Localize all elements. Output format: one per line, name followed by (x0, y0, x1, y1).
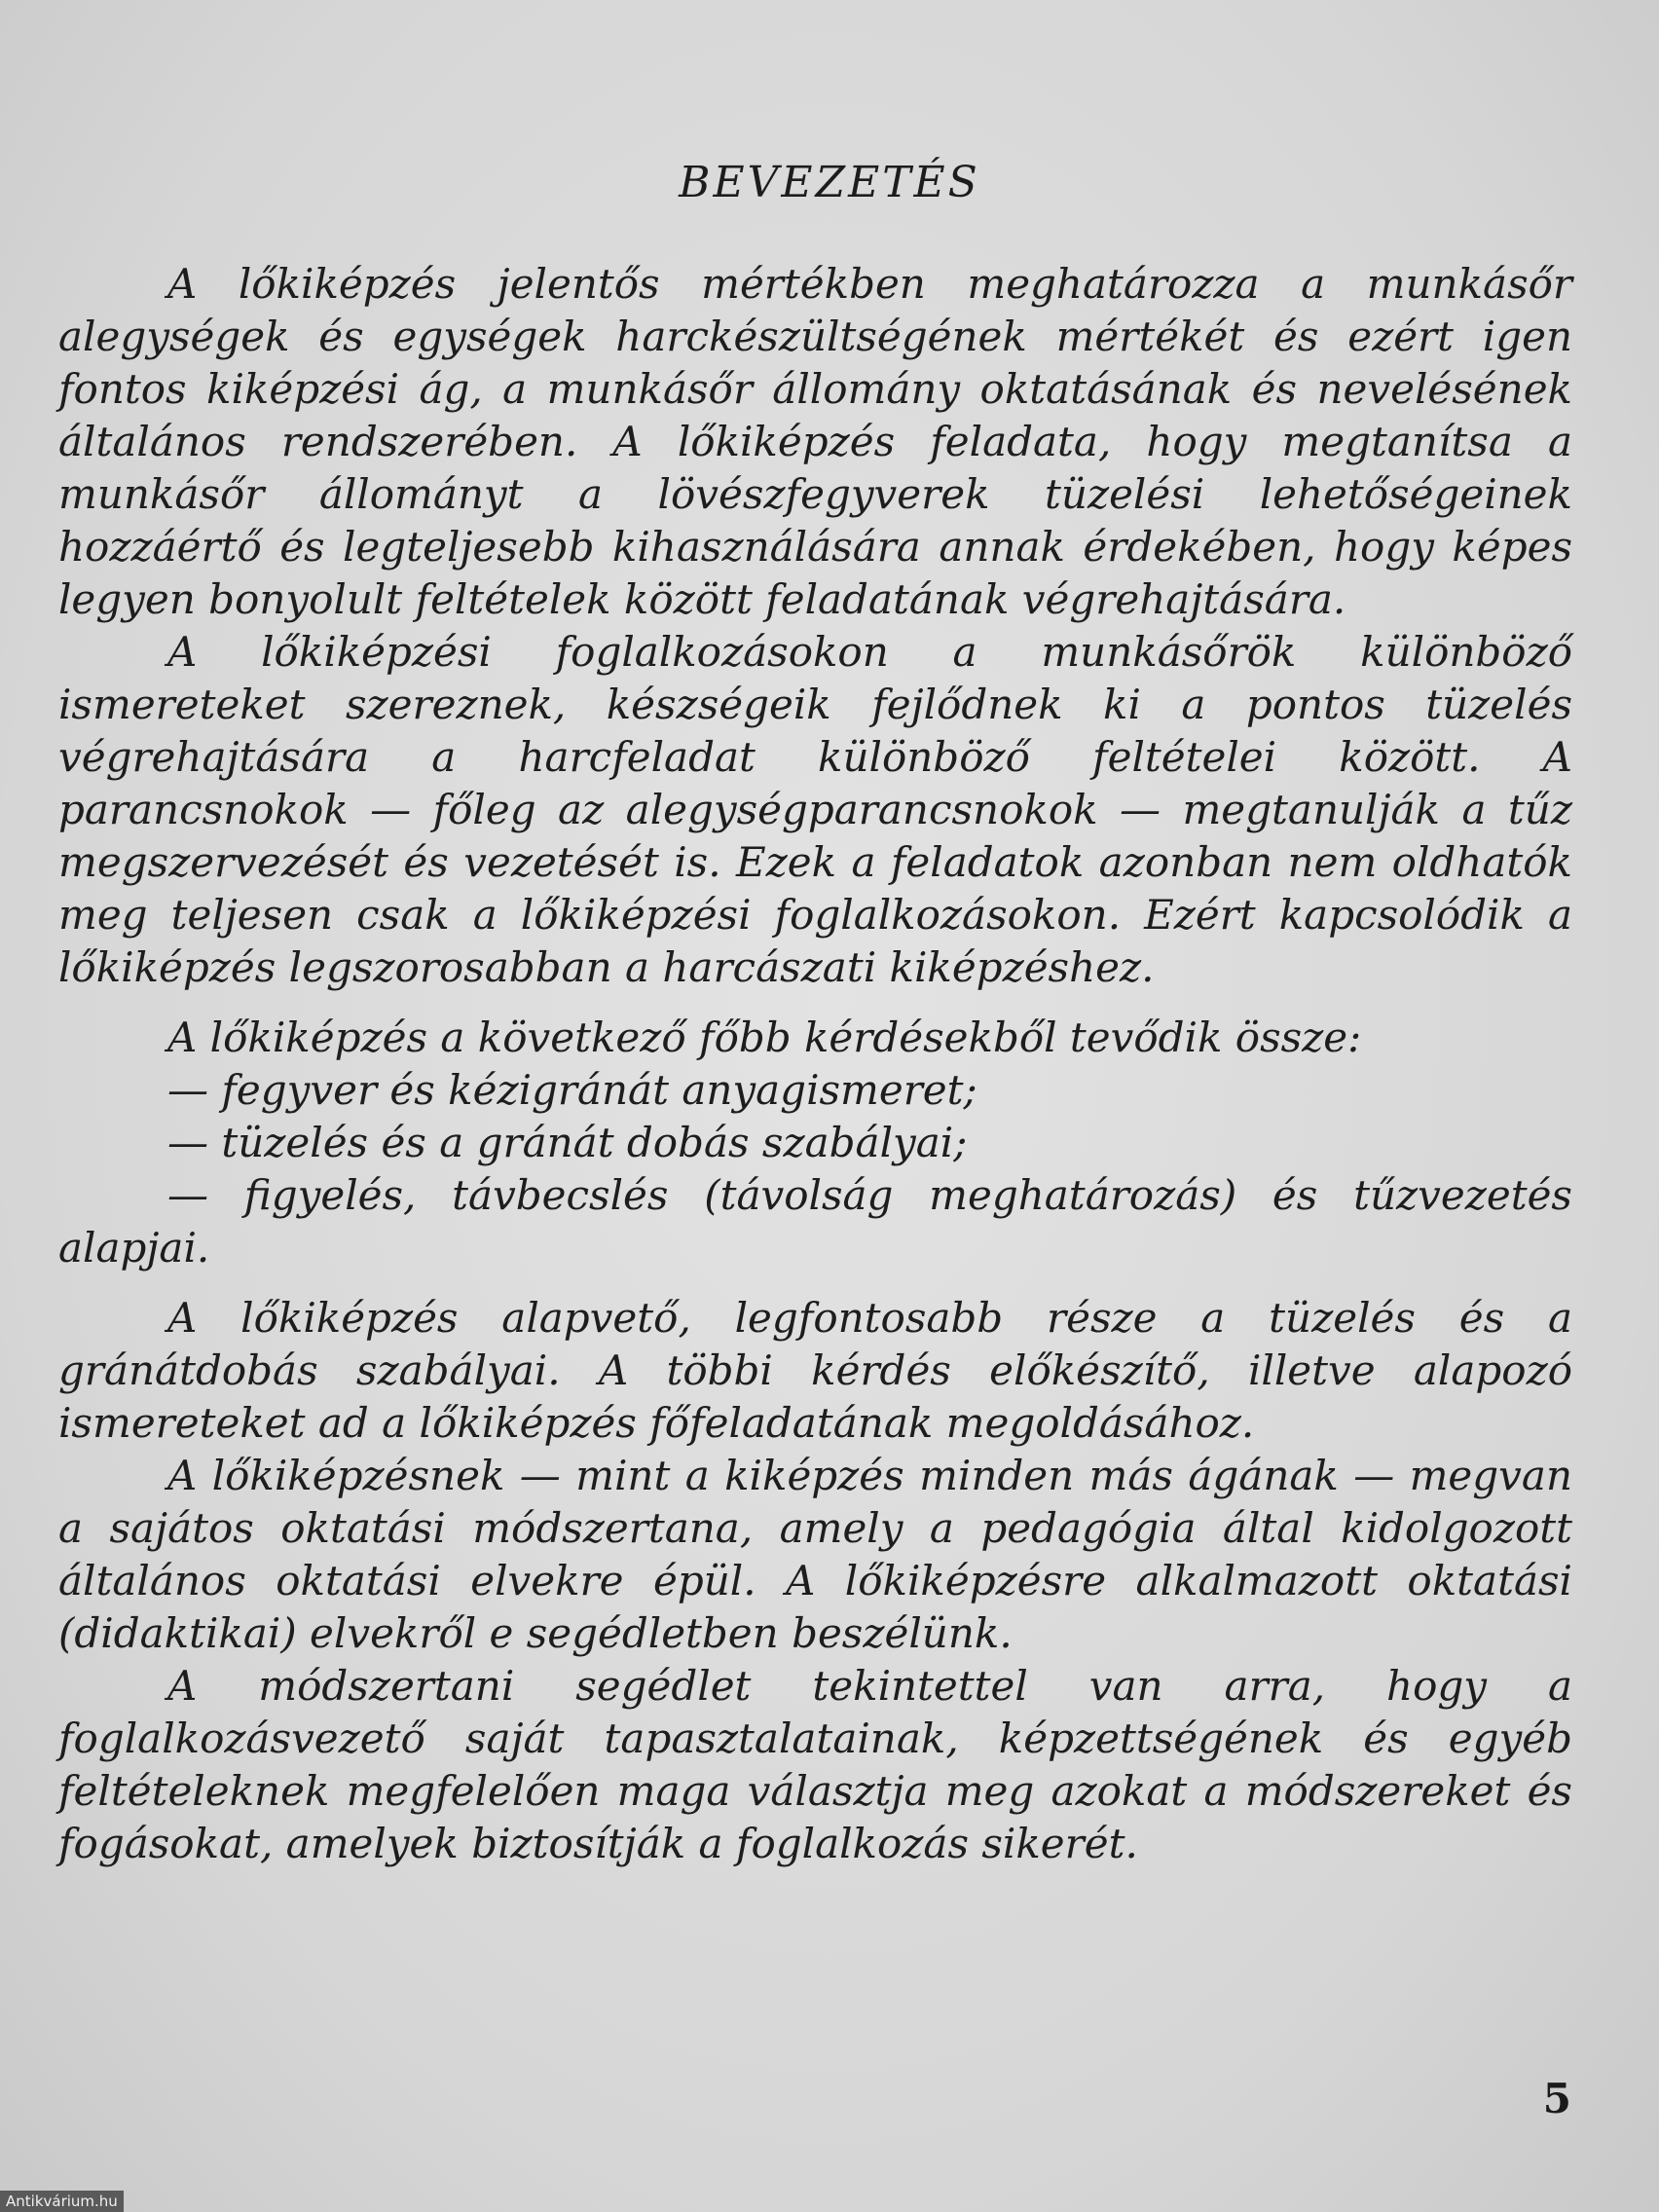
page-title: BEVEZETÉS (679, 158, 980, 207)
page-number: 5 (1542, 2075, 1571, 2122)
paragraph-2: A lőkiképzési foglalkozásokon a munkásőrök különböző ismereteket szereznek, készségeik fejlődnek ki a pontos tüzelés végrehajtására a harcfeladat különböző feltételei között. A parancsnokok — főleg az alegységparancsnokok — megtanulják a tűz megszervezését és vezetését is. Ezek a feladatok azonban nem oldhatók meg teljesen csak a lőkiképzési foglalkozásokon. Ezért kapcsolódik a lőkiképzés legszorosabban a harcászati kiképzéshez. (58, 628, 1572, 991)
paragraph-3: A lőkiképzés a következő főbb kérdésekből tevődik össze: (167, 1014, 1362, 1061)
paragraph-1: A lőkiképzés jelentős mértékben meghatározza a munkásőr alegységek és egységek harckészültségének mértékét és ezért igen fontos kiképzési ág, a munkásőr állomány oktatásának és nevelésének általános rendszerében. A lőkiképzés feladata, hogy megtanítsa a munkásőr állományt a lövészfegyverek tüzelési lehetőségeinek hozzáértő és legteljesebb kihasználására annak érdekében, hogy képes legyen bonyolult feltételek között feladatának végrehajtására. (58, 260, 1572, 623)
body-text (58, 258, 1572, 1870)
paragraph-4: A lőkiképzés alapvető, legfontosabb része a tüzelés és a gránátdobás szabályai. A többi kérdés előkészítő, illetve alapozó ismereteket ad a lőkiképzés főfeladatának megoldásához. (58, 1294, 1572, 1447)
paragraph-5: A lőkiképzésnek — mint a kiképzés minden más ágának — megvan a sajátos oktatási módszertana, amely a pedagógia által kidolgozott általános oktatási elvekre épül. A lőkiképzésre alkalmazott oktatási (didaktikai) elvekről e segédletben beszélünk. (58, 1452, 1572, 1657)
list-item: — figyelés, távbecslés (távolság meghatározás) és tűzvezetés alapjai. (58, 1171, 1572, 1272)
list-item: — tüzelés és a gránát dobás szabályai; (167, 1119, 968, 1166)
paragraph-6: A módszertani segédlet tekintettel van arra, hogy a foglalkozásvezető saját tapasztalatainak, képzettségének és egyéb feltételeknek megfelelően maga választja meg azokat a módszereket és fogásokat, amelyek biztosítják a foglalkozás sikerét. (58, 1662, 1572, 1867)
list-item: — fegyver és kézigránát anyagismeret; (167, 1066, 977, 1114)
watermark: Antikvárium.hu (0, 2191, 124, 2212)
